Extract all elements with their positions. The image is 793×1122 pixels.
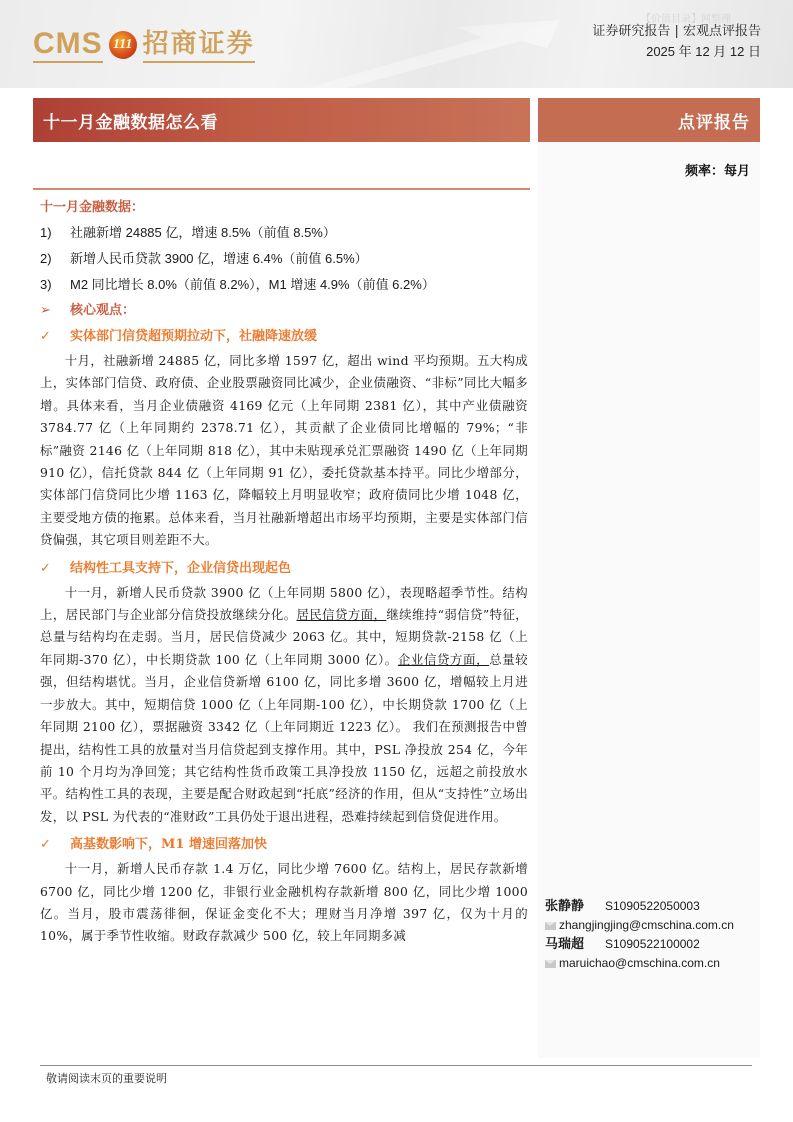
section-title: 高基数影响下，M1 增速回落加快 bbox=[70, 837, 267, 853]
company-logo bbox=[33, 25, 255, 65]
data-heading: 十一月金融数据： bbox=[40, 200, 145, 215]
checkmark-icon: ✓ bbox=[40, 560, 51, 576]
divider bbox=[33, 188, 530, 190]
section-heading bbox=[40, 556, 528, 582]
item-number: 1) bbox=[40, 225, 52, 240]
item-number: 2) bbox=[40, 251, 52, 266]
analyst-name: 张静静 bbox=[545, 899, 585, 914]
checkmark-icon: ✓ bbox=[40, 837, 51, 853]
list-item bbox=[40, 272, 528, 298]
report-category: 点评报告 bbox=[678, 112, 750, 133]
section-heading bbox=[40, 324, 528, 350]
section-paragraph bbox=[40, 582, 528, 828]
analyst-cert: S1090522050003 bbox=[605, 899, 700, 913]
analyst-cert: S1090522100002 bbox=[605, 937, 700, 951]
logo-cms-text: CMS bbox=[33, 27, 103, 63]
analyst-email-row bbox=[545, 916, 760, 935]
core-view-heading bbox=[40, 298, 528, 324]
mail-icon bbox=[545, 922, 556, 930]
underlined-phrase: 居民信贷方面， bbox=[296, 607, 387, 623]
item-text: M2 同比增长 8.0%（前值 8.2%），M1 增速 4.9%（前值 6.2%） bbox=[70, 277, 435, 292]
section-paragraph: 十月，社融新增 24885 亿，同比多增 1597 亿，超出 wind 平均预期。五大构成上，实体部门信贷、政府债、企业股票融资同比减少，企业债融资、“非标”同比大幅多增。具体来看，当月企业债融资 4169 亿元（上年同期 2381 亿），其中产业债融资 3784.77 亿（上年同期约 2378.71 亿），其贡献了企业债同比增幅的 79%；“非标”融资 2146 亿（上年同期 818 亿），其中未贴现承兑汇票融资 1490 亿（上年同期 910 亿），信托贷款 844 亿（上年同期 91 亿），委托贷款基本持平。同比少增部分，实体部门信贷同比少增 1163 亿，降幅较上月明显收窄；政府债同比少增 1048 亿，主要受地方债的拖累。总体来看，当月社融新增超出市场平均预期，主要是实体部门信贷偏强，其它项目则差距不大。 bbox=[40, 353, 528, 548]
report-title: 十一月金融数据怎么看 bbox=[43, 112, 218, 133]
mail-icon bbox=[545, 960, 556, 968]
analyst-row bbox=[545, 897, 760, 916]
footer-divider bbox=[40, 1065, 752, 1066]
underlined-phrase: 企业信贷方面， bbox=[397, 651, 490, 667]
logo-cn-text: 招商证券 bbox=[143, 27, 255, 63]
paragraph-text: 十一月，新增人民币贷款 3900 亿（上年同期 5800 亿），表现略超季节性。结构上，居民部门与企业部分信贷投放继续分化。 bbox=[40, 584, 528, 623]
report-date: 2025 年 12 月 12 日 bbox=[646, 44, 761, 59]
section-title: 结构性工具支持下，企业信贷出现起色 bbox=[70, 560, 292, 576]
item-text: 社融新增 24885 亿，增速 8.5%（前值 8.5%） bbox=[70, 225, 336, 240]
checkmark-icon: ✓ bbox=[40, 329, 51, 344]
watermark: 【价值目录】网整理 bbox=[641, 14, 731, 25]
title-bar bbox=[33, 98, 530, 142]
analyst-row bbox=[545, 935, 760, 954]
item-number: 3) bbox=[40, 277, 52, 292]
analyst-email[interactable]: maruichao@cmschina.com.cn bbox=[559, 956, 720, 970]
main-content bbox=[40, 196, 528, 952]
analyst-info bbox=[545, 897, 760, 973]
arrow-bullet-icon: ➢ bbox=[40, 303, 51, 318]
header-meta bbox=[592, 22, 761, 62]
analyst-email[interactable]: zhangjingjing@cmschina.com.cn bbox=[559, 918, 734, 932]
core-view-label: 核心观点： bbox=[70, 303, 136, 318]
section-heading bbox=[40, 832, 528, 858]
section-title: 实体部门信贷超预期拉动下，社融降速放缓 bbox=[70, 329, 318, 344]
report-frequency: 频率：每月 bbox=[684, 164, 750, 179]
section-paragraph: 十一月，新增人民币存款 1.4 万亿，同比少增 7600 亿。结构上，居民存款新增 6700 亿，同比少增 1200 亿，非银行业金融机构存款新增 800 亿，同比少增 1000 亿。当月，股市震荡徘徊，保证金变化不大；理财当月净增 397 亿，仅为十月的 10%，属于季节性收缩。财政存款减少 500 亿，较上年同期多减 bbox=[40, 861, 528, 944]
paragraph-text: 继续维持“弱信贷”特征，总量与结构均在走弱。当月，居民信贷减少 2063 亿。其中，短期贷款-2158 亿（上年同期-370 亿），中长期贷款 100 亿（上年同期 3000 亿）。 bbox=[40, 607, 528, 667]
analyst-name: 马瑞超 bbox=[545, 937, 585, 952]
list-item bbox=[40, 220, 528, 246]
analyst-email-row bbox=[545, 954, 760, 973]
category-bar bbox=[538, 98, 760, 142]
report-type: 证券研究报告 | 宏观点评报告 bbox=[592, 24, 761, 39]
paragraph-text: 总量较强，但结构堪忧。当月，企业信贷新增 6100 亿，同比多增 3600 亿，增幅较上月进一步放大。其中，短期信贷 1000 亿（上年同期-100 亿），中长期贷款 1700 亿（上年同期 2100 亿），票据融资 3342 亿（上年同期近 1223 亿）。 我们在预测报告中曾提出，结构性工具的放量对当月信贷起到支撑作用。其中，PSL 净投放 254 亿，今年前 10 个月均为净回笼；其它结构性货币政策工具净投放 1150 亿，远超之前投放水平。结构性工具的表现，主要是配合财政起到“托底”经济的作用，但从“支持性”立场出发，以 PSL 为代表的“准财政”工具仍处于退出进程，恐难持续起到信贷促进作用。 bbox=[40, 651, 528, 824]
logo-badge-icon: 111 bbox=[109, 31, 137, 59]
item-text: 新增人民币贷款 3900 亿，增速 6.4%（前值 6.5%） bbox=[70, 251, 368, 266]
list-item bbox=[40, 246, 528, 272]
footer-notice: 敬请阅读末页的重要说明 bbox=[46, 1072, 167, 1085]
banner-arrow-decoration bbox=[300, 20, 560, 90]
